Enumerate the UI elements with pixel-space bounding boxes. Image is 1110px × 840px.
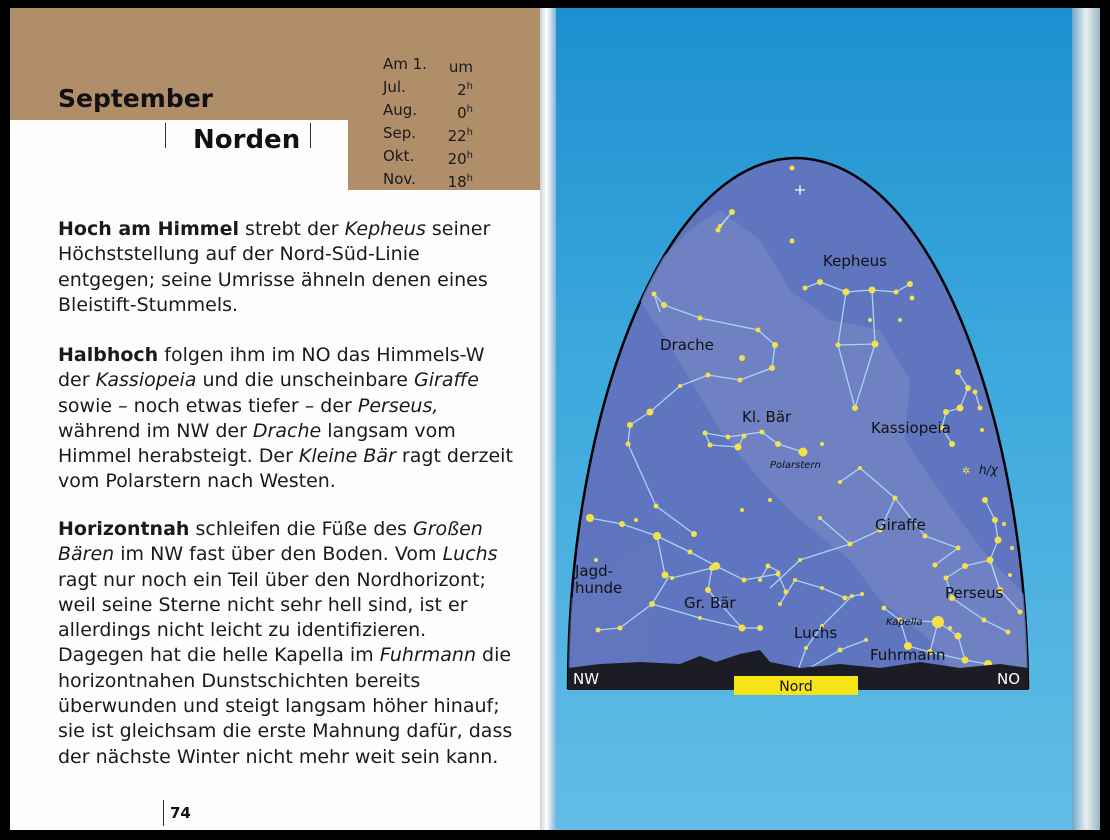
time-row: Okt. 20$^h$	[383, 147, 473, 168]
direction-title: Norden	[193, 125, 301, 155]
label-giraffe: Giraffe	[875, 516, 926, 534]
label-kl-baer: Kl. Bär	[742, 408, 792, 426]
label-luchs: Luchs	[794, 624, 838, 642]
time-row: Sep. 22$^h$	[383, 124, 473, 145]
paragraph-2: Halbhoch folgen ihm im NO das Himmels-W der Kassiopeia und die unscheinbare Giraffe sowie – noch etwas tiefer – der Perseus, während im NW der Drache langsam vom Himmel herabsteigt. Der Kleine Bär ragt derzeit vom Polarstern nach Westen.	[58, 344, 513, 493]
time-row: Jul. 2$^h$	[383, 78, 473, 99]
hchi-cluster-icon: ✲	[962, 466, 971, 477]
paragraph-3: Horizontnah schleifen die Füße des Großen Bären im NW fast über den Boden. Vom Luchs ragt nur noch ein Teil über den Nordhorizont; weil seine Sterne nicht sehr hell sind, ist er allerdings nicht leicht zu identifizieren. Dagegen hat die helle Kapella im Fuhrmann die horizontnahen Dunstschichten bereits überwunden und steigt langsam höher hinauf; sie ist gleichsam die erste Mahnung dafür, dass der nächste Winter nicht mehr weit sein kann.	[58, 518, 513, 768]
label-kassiopeia: Kassiopeia	[871, 419, 951, 437]
label-jagdhunde-line1: Jagd-	[575, 562, 614, 580]
label-drache: Drache	[660, 336, 714, 354]
label-fuhrmann: Fuhrmann	[870, 646, 946, 664]
label-polarstern: Polarstern	[770, 460, 821, 471]
time-row: Am 1. um	[383, 55, 473, 76]
label-kepheus: Kepheus	[823, 252, 887, 270]
page-number: 74	[170, 804, 191, 822]
paragraph-1: Hoch am Himmel strebt der Kepheus seiner Höchststellung auf der Nord-Süd-Linie entgegen; seine Umrisse ähneln denen eines Bleistift-Stummels.	[58, 218, 491, 316]
time-row: Aug. 0$^h$	[383, 101, 473, 122]
label-perseus: Perseus	[945, 584, 1004, 602]
no-label: NO	[997, 670, 1021, 688]
nord-label: Nord	[779, 679, 813, 695]
label-kapella: Kapella	[886, 617, 923, 628]
label-hchi: h/χ	[979, 463, 998, 477]
nw-label: NW	[573, 670, 600, 688]
label-jagdhunde-line2: hunde	[575, 579, 623, 597]
label-gr-baer: Gr. Bär	[684, 594, 736, 612]
month-title: September	[58, 84, 213, 113]
time-row: Nov. 18$^h$	[383, 170, 473, 191]
